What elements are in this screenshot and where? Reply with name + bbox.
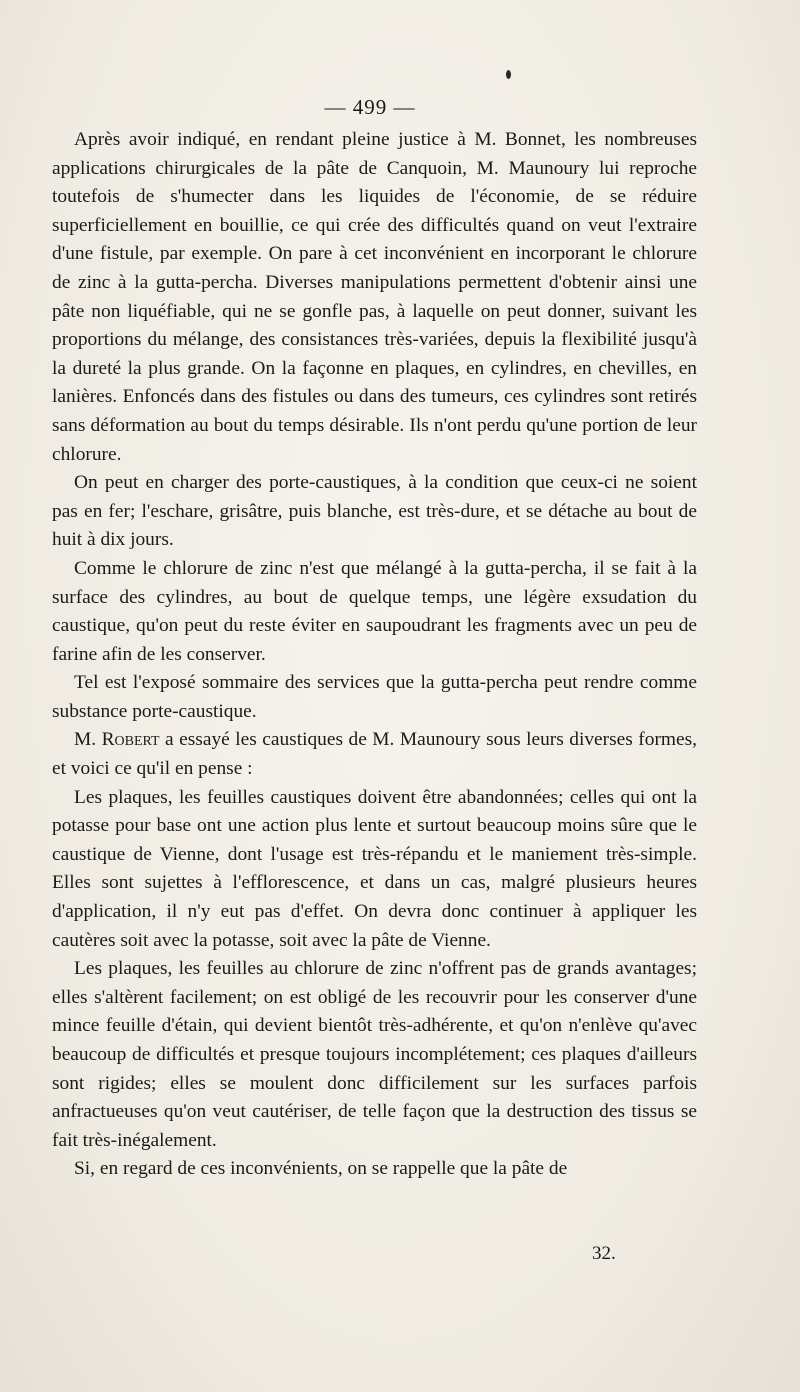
paragraph-7: Les plaques, les feuilles au chlorure de zinc n'offrent pas de grands avantages; elles s'altèrent facilement; on est obligé de les recouvrir pour les conserver d'une mince feuille d'étain, qui devient bientôt très-adhérente, et qu'on n'enlève qu'avec beaucoup de difficultés et presque toujours incomplétement; ces plaques d'ailleurs sont rigides; elles se moulent donc difficilement sur les surfaces parfois anfractueuses qu'on veut cautériser, de telle façon que la destruction des tissus se fait très-inégalement. bbox=[52, 958, 697, 1151]
paragraph-5-text: a essayé les caustiques de M. Maunoury sous leurs diverses formes, et voici ce qu'il en pense : bbox=[52, 729, 697, 780]
author-name-robert: Robert bbox=[101, 729, 160, 751]
paragraph-5 bbox=[52, 726, 697, 783]
page-number: — 499 — bbox=[324, 95, 416, 119]
body-text bbox=[52, 126, 697, 1184]
ink-speck bbox=[506, 70, 511, 79]
paragraph-4: Tel est l'exposé sommaire des services que la gutta-percha peut rendre comme substance porte-caustique. bbox=[52, 672, 697, 722]
signature-mark: 32. bbox=[592, 1243, 616, 1264]
paragraph-1: Après avoir indiqué, en rendant pleine justice à M. Bonnet, les nombreuses applications chirurgicales de la pâte de Canquoin, M. Maunoury lui reproche toutefois de s'humecter dans les liquides de l'économie, de se réduire superficiellement en bouillie, ce qui crée des difficultés quand on veut l'extraire d'une fistule, par exemple. On pare à cet inconvénient en incorporant le chlorure de zinc à la gutta-percha. Diverses manipulations permettent d'obtenir ainsi une pâte non liquéfiable, qui ne se gonfle pas, à laquelle on peut donner, suivant les proportions du mélange, des consistances très-variées, depuis la flexibilité jusqu'à la dureté la plus grande. On la façonne en plaques, en cylindres, en chevilles, en lanières. Enfoncés dans des fistules ou dans des tumeurs, ces cylindres sont retirés sans déformation au bout du temps désirable. Ils n'ont perdu qu'une portion de leur chlorure. bbox=[52, 129, 697, 465]
paragraph-2: On peut en charger des porte-caustiques, à la condition que ceux-ci ne soient pas en fer; l'eschare, grisâtre, puis blanche, est très-dure, et se détache au bout de huit à dix jours. bbox=[52, 472, 697, 551]
paragraph-8: Si, en regard de ces inconvénients, on se rappelle que la pâte de bbox=[74, 1158, 568, 1180]
paragraph-5-prefix: M. bbox=[74, 729, 102, 751]
paragraph-6: Les plaques, les feuilles caustiques doivent être abandonnées; celles qui ont la potasse pour base ont une action plus lente et surtout beaucoup moins sûre que le caustique de Vienne, dont l'usage est très-répandu et le maniement très-simple. Elles sont sujettes à l'efflorescence, et dans un cas, malgré plusieurs heures d'application, il n'y eut pas d'effet. On devra donc continuer à appliquer les cautères soit avec la potasse, soit avec la pâte de Vienne. bbox=[52, 786, 697, 951]
paragraph-3: Comme le chlorure de zinc n'est que mélangé à la gutta-percha, il se fait à la surface des cylindres, au bout de quelque temps, une légère exsudation du caustique, qu'on peut du reste éviter en saupoudrant les fragments avec un peu de farine afin de les conserver. bbox=[52, 557, 697, 665]
